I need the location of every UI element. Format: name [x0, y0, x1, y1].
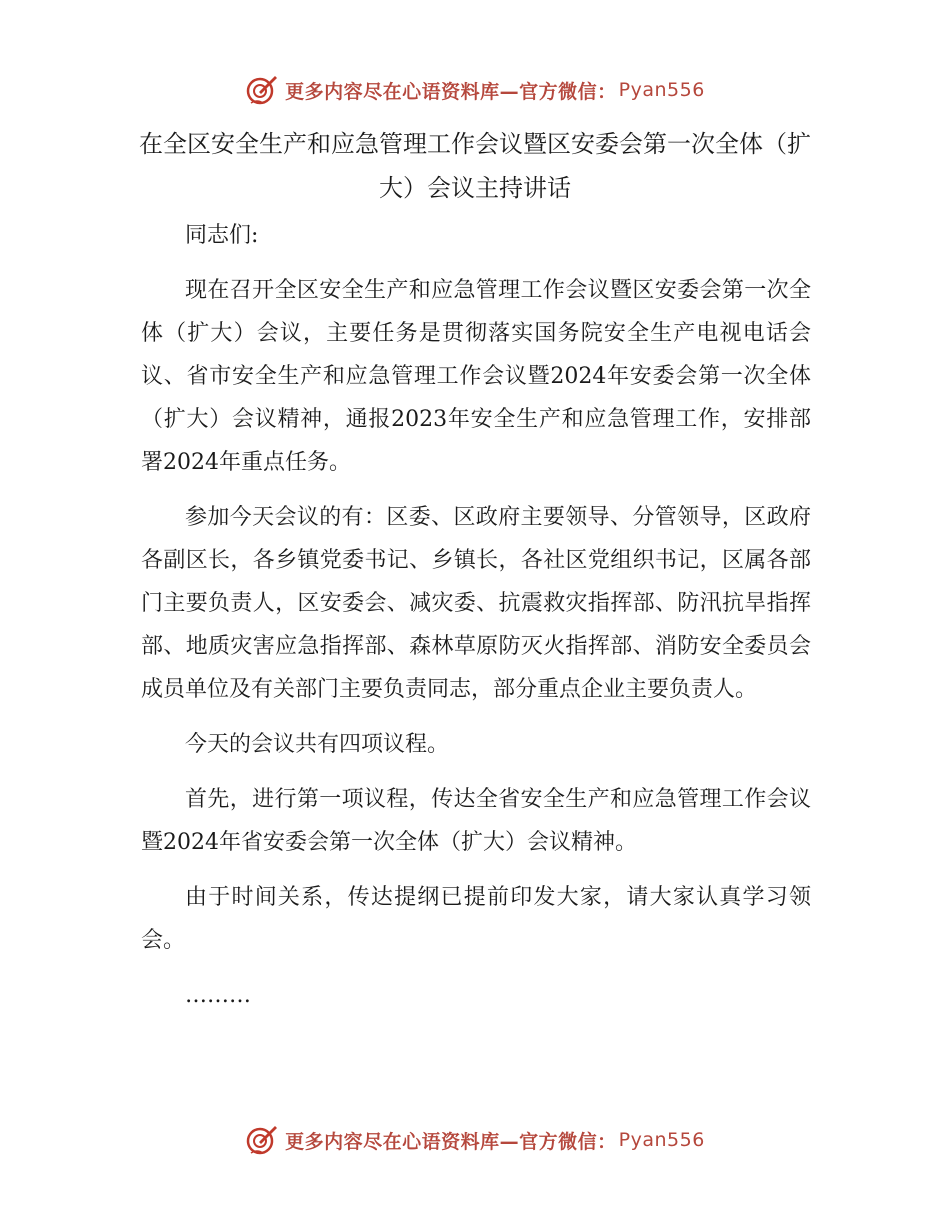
pen-logo-icon	[245, 1123, 279, 1157]
document-body	[141, 214, 811, 1029]
ellipsis: ………	[185, 983, 251, 1008]
paragraph-meeting-purpose: 现在召开全区安全生产和应急管理工作会议暨区安委会第一次全体（扩大）会议，主要任务是贯彻落实国务院安全生产电视电话会议、省市安全生产和应急管理工作会议暨2024年安委会第一次全体（扩大）会议精神，通报2023年安全生产和应急管理工作，安排部署2024年重点任务。	[141, 278, 811, 475]
watermark-account: Pyan556	[618, 1129, 705, 1151]
paragraph-time-note: 由于时间关系，传达提纲已提前印发大家，请大家认真学习领会。	[141, 885, 811, 953]
header-watermark	[0, 70, 950, 110]
watermark-text: 更多内容尽在心语资料库—官方微信：	[285, 80, 617, 103]
paragraph-first-item: 首先，进行第一项议程，传达全省安全生产和应急管理工作会议暨2024年省安委会第一次全体（扩大）会议精神。	[141, 787, 811, 855]
paragraph-agenda: 今天的会议共有四项议程。	[185, 732, 450, 757]
footer-watermark	[0, 1120, 950, 1160]
document-title: 在全区安全生产和应急管理工作会议暨区安委会第一次全体（扩大）会议主持讲话	[139, 130, 811, 202]
salutation: 同志们:	[185, 223, 259, 248]
watermark-account: Pyan556	[618, 79, 705, 101]
watermark-text: 更多内容尽在心语资料库—官方微信：	[285, 1130, 617, 1153]
paragraph-attendees: 参加今天会议的有：区委、区政府主要领导、分管领导，区政府各副区长，各乡镇党委书记、乡镇长，各社区党组织书记，区属各部门主要负责人，区安委会、减灾委、抗震救灾指挥部、防汛抗旱指挥部、地质灾害应急指挥部、森林草原防灭火指挥部、消防安全委员会成员单位及有关部门主要负责同志，部分重点企业主要负责人。	[141, 505, 811, 702]
pen-logo-icon	[245, 73, 279, 107]
